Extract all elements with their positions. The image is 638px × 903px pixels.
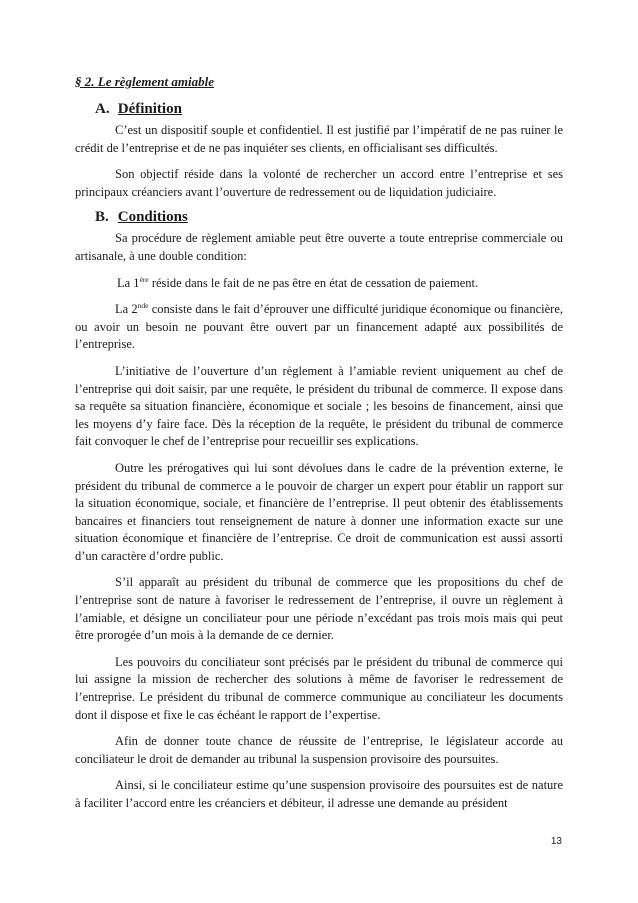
heading-conditions	[95, 208, 563, 227]
heading-text: Définition	[117, 101, 182, 117]
paragraph: Outre les prérogatives qui lui sont dévolues dans le cadre de la prévention externe, le président du tribunal de commerce a le pouvoir de charger un expert pour établir un rapport sur la situation économique, sociale, et financière de l’entreprise. Il peut obtenir des établissements bancaires et financiers tout renseignement de nature à donner une information exacte sur une situation économique et financière de l’entreprise. Ce droit de communication est aussi assorti d’un caractère d’ordre public.	[75, 460, 563, 563]
paragraph: S’il apparaît au président du tribunal de commerce que les propositions du chef de l’entreprise sont de nature à favoriser le redressement de l’entreprise, il ouvre un règlement à l’amiable, et désigne un conciliateur pour une période n’excédant pas trois mois mais qui peut être prorogée d’un mois à la demande de ce dernier.	[75, 575, 563, 643]
condition-text: réside dans le fait de ne pas être en état de cessation de paiement.	[148, 275, 479, 290]
paragraph: Les pouvoirs du conciliateur sont précisés par le président du tribunal de commerce qui lui assigne la mission de rechercher des solutions à même de favoriser le redressement de l’entreprise. Le président du tribunal de commerce communique au conciliateur les documents dont il dispose et fixe le cas échéant le rapport de l’expertise.	[75, 654, 563, 722]
heading-definition	[95, 100, 563, 119]
superscript: ère	[139, 274, 149, 284]
paragraph: Ainsi, si le conciliateur estime qu’une suspension provisoire des poursuites est de nature à faciliter l’accord entre les créanciers et débiteur, il adresse une demande au président	[75, 778, 563, 810]
paragraph: Sa procédure de règlement amiable peut être ouverte a toute entreprise commerciale ou artisanale, à une double condition:	[75, 231, 563, 263]
page-content	[75, 73, 563, 822]
heading-letter: A.	[95, 101, 110, 117]
paragraph: C’est un dispositif souple et confidentiel. Il est justifié par l’impératif de ne pas ruiner le crédit de l’entreprise et de ne pas inquiéter ses clients, en officialisant ses difficultés.	[75, 123, 563, 155]
page-number: 13	[550, 836, 562, 847]
paragraph: Son objectif réside dans la volonté de rechercher un accord entre l’entreprise et ses principaux créanciers avant l’ouverture de redressement ou de liquidation judiciaire.	[75, 167, 563, 199]
second-condition-paragraph	[75, 301, 563, 354]
first-condition-paragraph	[75, 275, 563, 293]
condition-prefix: La 1	[117, 275, 140, 290]
heading-letter: B.	[95, 209, 109, 226]
section-title: § 2. Le règlement amiable	[75, 74, 215, 89]
condition-text: consiste dans le fait d’éprouver une difficulté juridique économique ou financière, ou avoir un besoin ne pouvant être ouvert par un financement adapté aux possibilités de l’entreprise.	[75, 302, 564, 352]
paragraph: L’initiative de l’ouverture d’un règlement à l’amiable revient uniquement au chef de l’entreprise qui doit saisir, par une requête, le président du tribunal de commerce. Il expose dans sa requête sa situation financière, économique et sociale ; les besoins de financement, ainsi que les moyens d’y faire face. Dès la réception de la requête, le président du tribunal de commerce fait convoquer le chef de l’entreprise pour recueillir ses explications.	[75, 363, 563, 449]
superscript: nde	[137, 301, 149, 311]
paragraph: Afin de donner toute chance de réussite de l’entreprise, le législateur accorde au conciliateur le droit de demander au tribunal la suspension provisoire des poursuites.	[75, 734, 563, 766]
heading-text: Conditions	[117, 209, 188, 226]
condition-prefix: La 2	[115, 302, 138, 317]
